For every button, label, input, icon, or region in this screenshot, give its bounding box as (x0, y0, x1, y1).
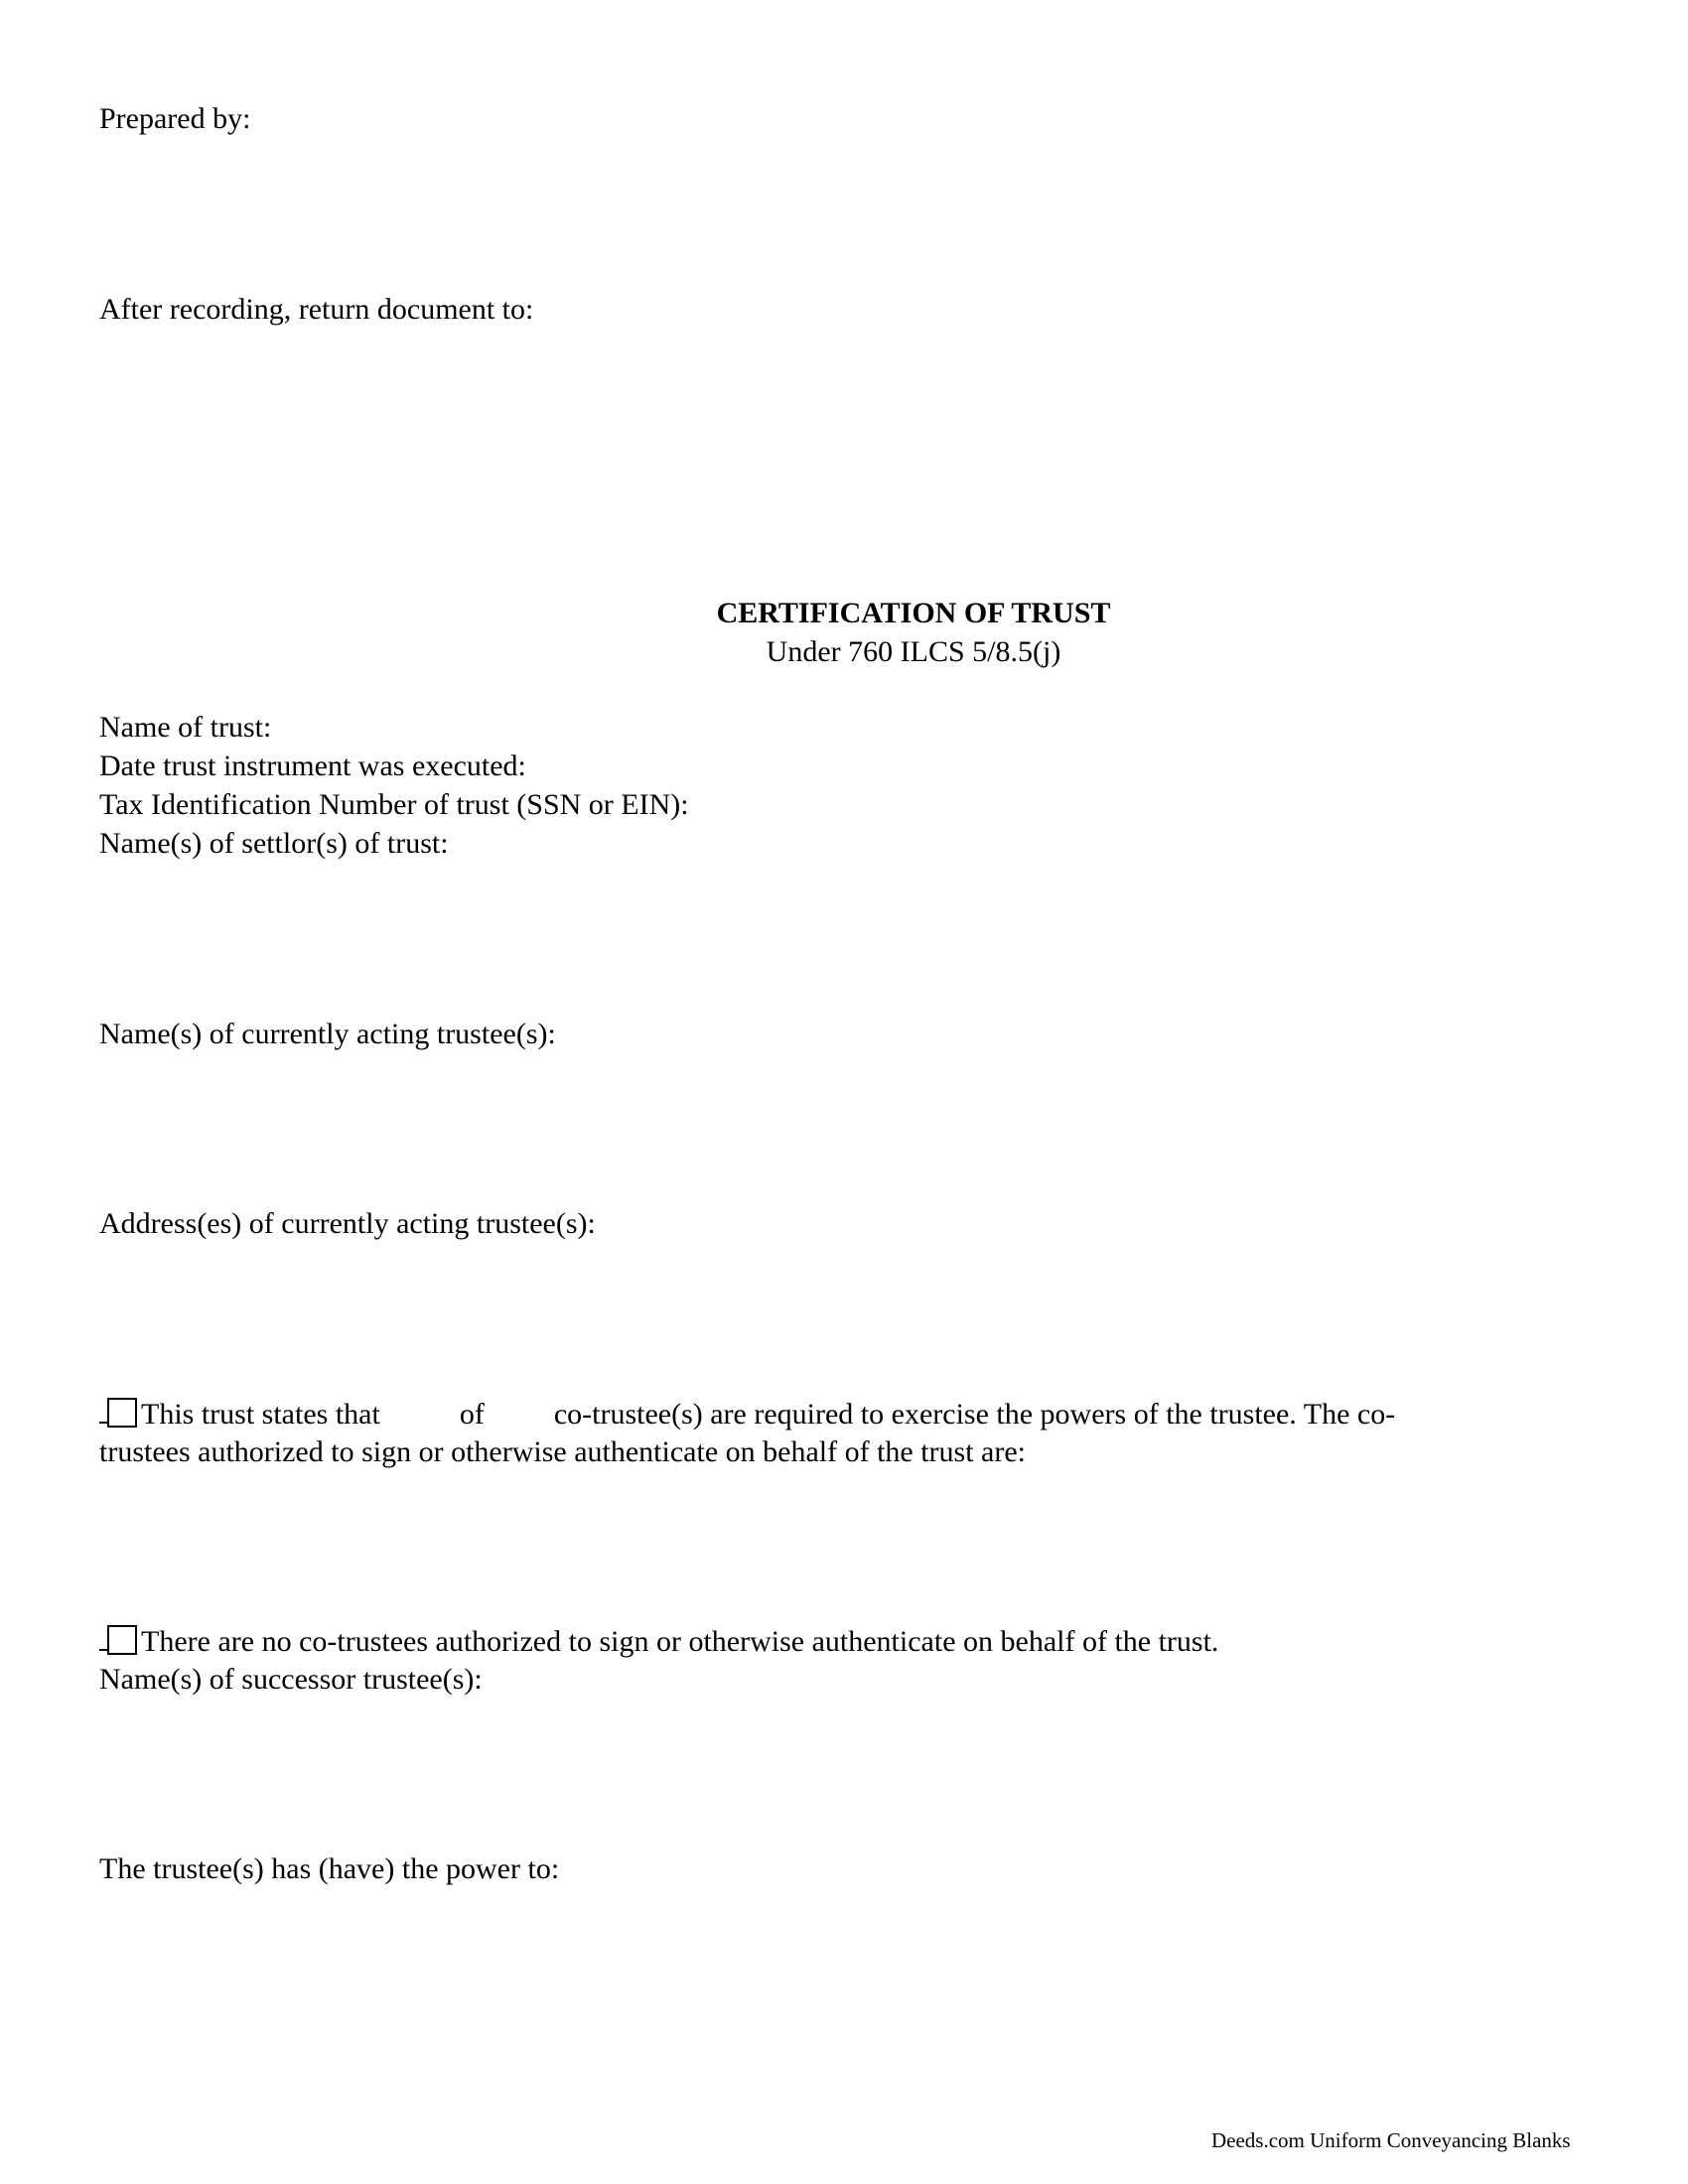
trustee-addresses-label: Address(es) of currently acting trustee(s): (99, 1207, 596, 1240)
no-cotrustees-checkbox[interactable] (107, 1625, 137, 1655)
document-title: CERTIFICATION OF TRUST (716, 597, 1111, 629)
document-subtitle: Under 760 ILCS 5/8.5(j) (766, 635, 1061, 668)
cotrustees-required-option (99, 1394, 1395, 1433)
cotrustees-required-line-2: trustees authorized to sign or otherwise authenticate on behalf of the trust are: (99, 1435, 1027, 1468)
name-of-trust-label: Name of trust: (99, 711, 272, 744)
blank-underline (99, 1394, 107, 1424)
footer-text: Deeds.com Uniform Conveyancing Blanks (1211, 2128, 1571, 2152)
successor-trustees-label: Name(s) of successor trustee(s): (99, 1663, 483, 1696)
no-cotrustees-option (99, 1621, 1218, 1661)
cotrustees-required-text-2: co-trustee(s) are required to exercise the powers of the trustee. The co- (553, 1398, 1396, 1431)
blank-underline (99, 1621, 107, 1651)
date-executed-label: Date trust instrument was executed: (99, 750, 526, 782)
cotrustees-required-text-1: This trust states that (141, 1398, 380, 1431)
cotrustees-required-checkbox[interactable] (107, 1398, 137, 1428)
acting-trustees-label: Name(s) of currently acting trustee(s): (99, 1018, 556, 1050)
return-to-label: After recording, return document to: (99, 293, 534, 326)
cotrustees-required-of: of (459, 1398, 485, 1431)
settlors-label: Name(s) of settlor(s) of trust: (99, 827, 449, 860)
prepared-by-label: Prepared by: (99, 102, 251, 135)
trustee-powers-label: The trustee(s) has (have) the power to: (99, 1852, 560, 1885)
tax-id-label: Tax Identification Number of trust (SSN or EIN): (99, 788, 689, 821)
no-cotrustees-text: There are no co-trustees authorized to sign or otherwise authenticate on behalf of the trust. (141, 1625, 1219, 1658)
